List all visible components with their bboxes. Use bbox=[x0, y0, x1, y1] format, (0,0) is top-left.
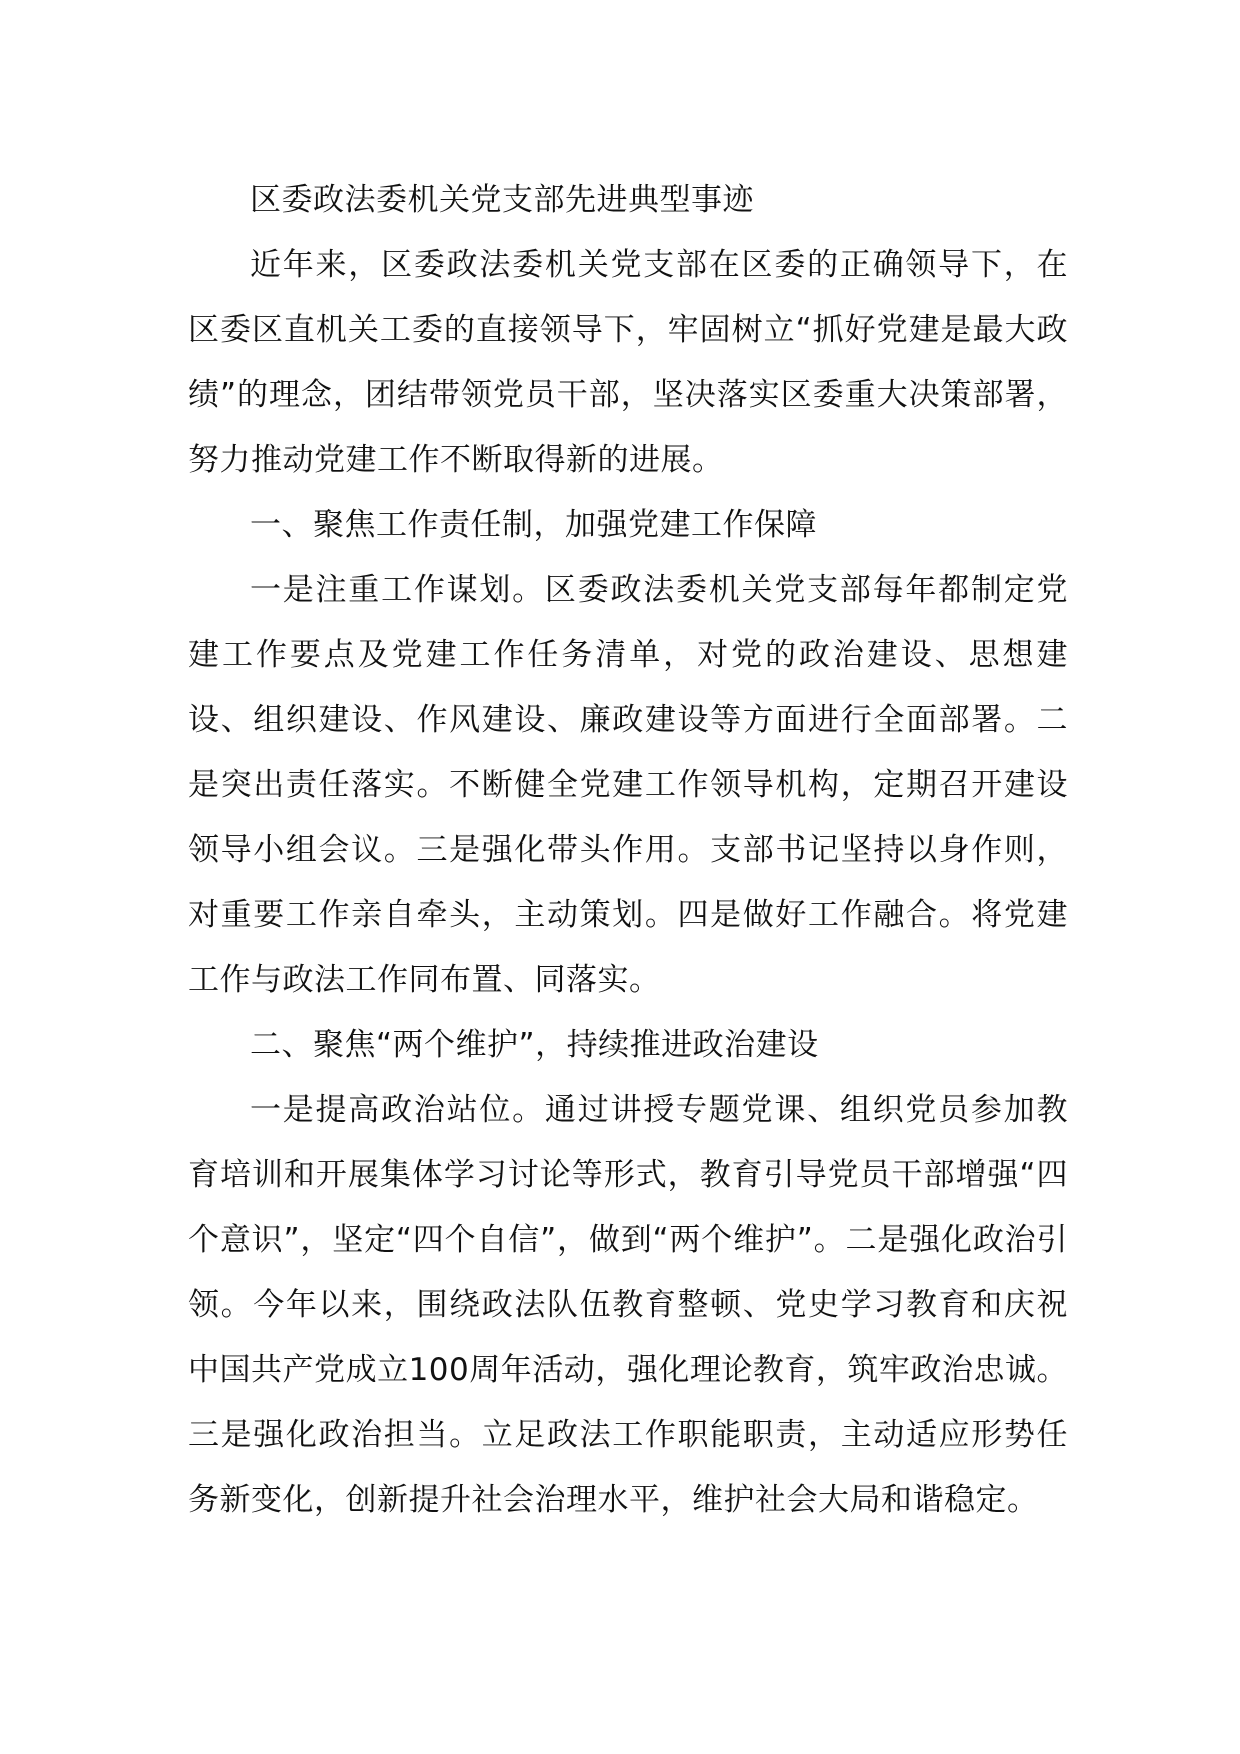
document-title: 区委政法委机关党支部先进典型事迹 bbox=[250, 182, 754, 218]
section-1-paragraph: 一是注重工作谋划。区委政法委机关党支部每年都制定党建工作要点及党建工作任务清单，对党的政治建设、思想建设、组织建设、作风建设、廉政建设等方面进行全面部署。二是突出责任落实。不断健全党建工作领导机构，定期召开建设领导小组会议。三是强化带头作用。支部书记坚持以身作则，对重要工作亲自牵头，主动策划。四是做好工作融合。将党建工作与政法工作同布置、同落实。 bbox=[188, 572, 1068, 998]
section-heading-1: 一、聚焦工作责任制，加强党建工作保障 bbox=[250, 507, 817, 543]
section-2-paragraph: 一是提高政治站位。通过讲授专题党课、组织党员参加教育培训和开展集体学习讨论等形式，教育引导党员干部增强“四个意识”，坚定“四个自信”，做到“两个维护”。二是强化政治引领。今年以来，围绕政法队伍教育整顿、党史学习教育和庆祝中国共产党成立100周年活动，强化理论教育，筑牢政治忠诚。三是强化政治担当。立足政法工作职能职责，主动适应形势任务新变化，创新提升社会治理水平，维护社会大局和谐稳定。 bbox=[188, 1092, 1068, 1518]
document-body bbox=[188, 168, 1068, 1533]
section-heading-2: 二、聚焦“两个维护”，持续推进政治建设 bbox=[250, 1027, 819, 1063]
intro-paragraph: 近年来，区委政法委机关党支部在区委的正确领导下，在区委区直机关工委的直接领导下，牢固树立“抓好党建是最大政绩”的理念，团结带领党员干部，坚决落实区委重大决策部署，努力推动党建工作不断取得新的进展。 bbox=[188, 247, 1068, 478]
